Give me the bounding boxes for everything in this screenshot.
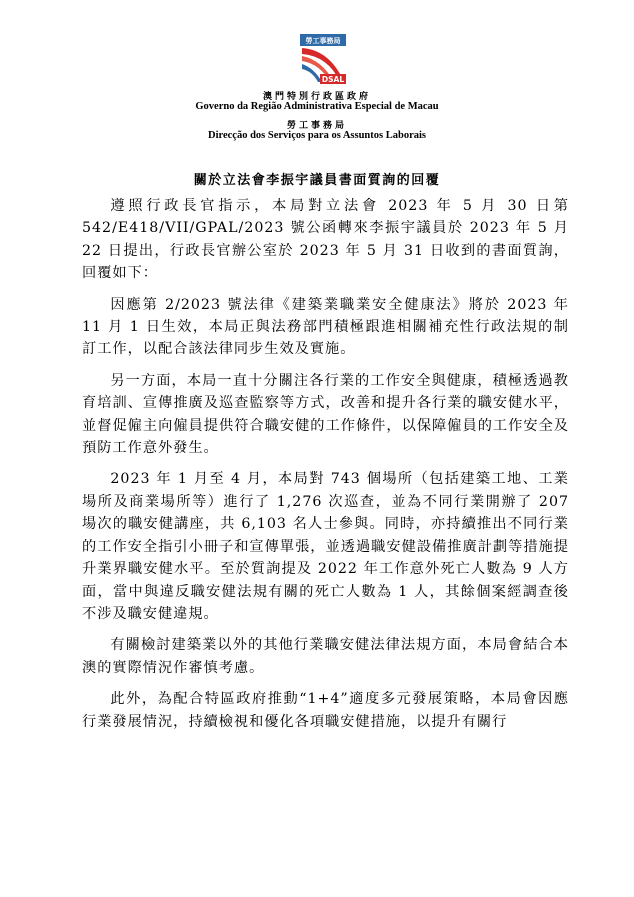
logo-text-bottom: DSAL	[321, 75, 345, 84]
dsal-logo-graphic	[300, 34, 346, 84]
paragraph-1: 遵照行政長官指示，本局對立法會 2023 年 5 月 30 日第 542/E418/VII/GPAL/2023 號公函轉來李振宇議員於 2023 年 5 月 22 日提出，行政長官辦公室於 2023 年 5 月 31 日收到的書面質詢，回覆如下：	[82, 198, 569, 282]
paragraph-3: 另一方面，本局一直十分關注各行業的工作安全與健康，積極透過教育培訓、宣傳推廣及巡查監察等方式，改善和提升各行業的職安健水平，並督促僱主向僱員提供符合職安健的工作條件，以保障僱員的工作安全及預防工作意外發生。	[82, 372, 569, 457]
paragraph-2: 因應第 2/2023 號法律《建築業職業安全健康法》將於 2023 年 11 月 1 日生效，本局正與法務部門積極跟進相關補充性行政法規的制訂工作，以配合該法律同步生效及實施。	[82, 296, 569, 358]
dept-name-pt: Direcção dos Serviços para os Assuntos Laborais	[208, 130, 426, 141]
dept-name-zh: 勞工事務局	[286, 121, 347, 131]
dsal-logo	[300, 34, 346, 84]
document-title: 關於立法會李振宇議員書面質詢的回覆	[193, 173, 441, 188]
document-body	[82, 195, 569, 742]
paragraph-6: 此外，為配合特區政府推動“1+4”適度多元發展策略，本局會因應行業發展情況，持續檢視和優化各項職安健措施，以提升有關行	[82, 691, 569, 730]
paragraph-4: 2023 年 1 月至 4 月，本局對 743 個場所（包括建築工地、工業場所及商業場所等）進行了 1,276 次巡查，並為不同行業開辦了 207 場次的職安健講座，共 6,103 名人士參與。同時，亦持續推出不同行業的工作安全指引小冊子和宣傳單張，並透過職安健設備推廣計劃等措施提升業界職安健水平。至於質詢提及 2022 年工作意外死亡人數為 9 人方面，當中與違反職安健法規有關的死亡人數為 1 人，其餘個案經調查後不涉及職安健違規。	[82, 471, 569, 622]
paragraph-5: 有關檢討建築業以外的其他行業職安健法律法規方面，本局會結合本澳的實際情況作審慎考慮。	[82, 637, 569, 676]
gov-name-pt: Governo da Região Administrativa Especial de Macau	[195, 101, 439, 112]
gov-name-zh: 澳門特別行政區政府	[262, 92, 371, 102]
logo-text-top: 勞工事務局	[305, 37, 341, 45]
